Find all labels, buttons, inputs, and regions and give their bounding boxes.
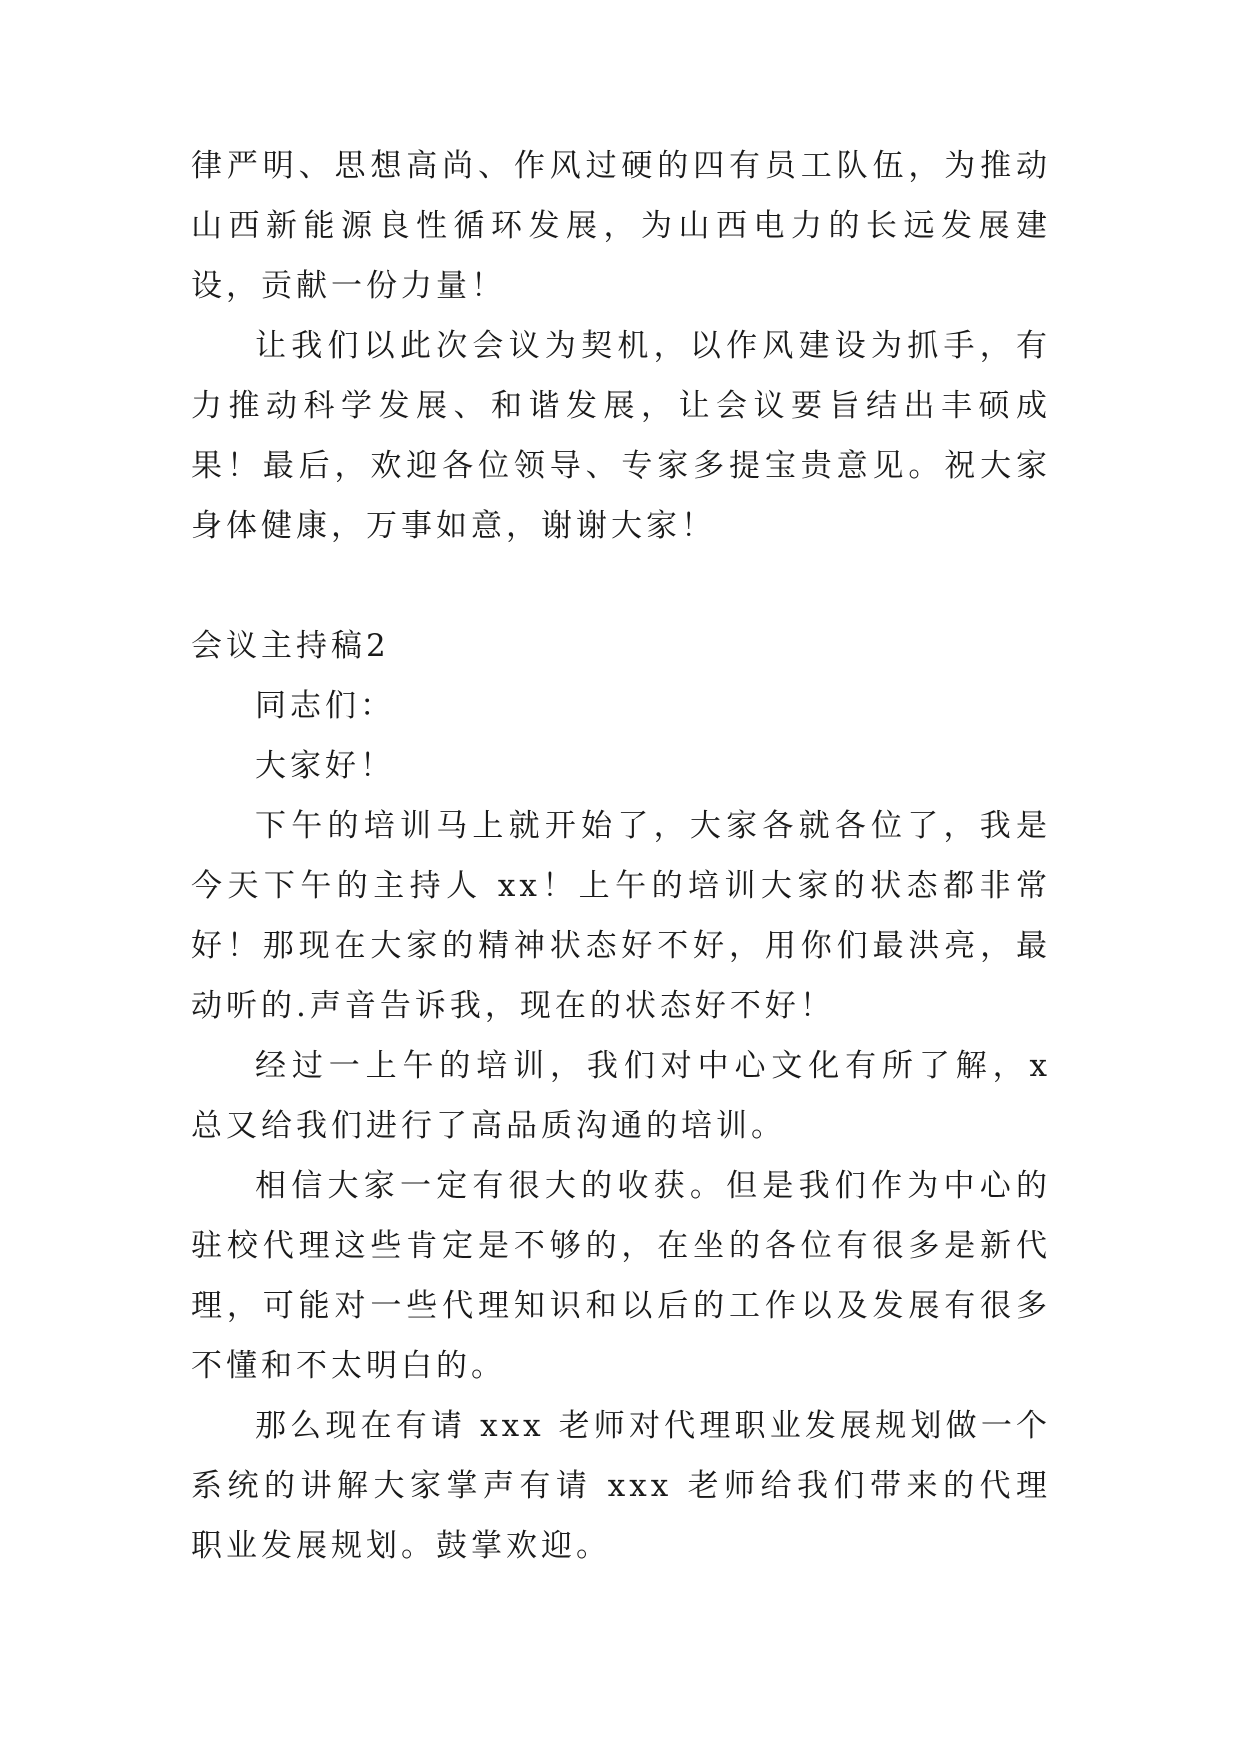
continuation-paragraph: 律严明、思想高尚、作风过硬的四有员工队伍，为推动山西新能源良性循环发展，为山西电力的长远发展建设，贡献一份力量！ <box>191 148 1051 304</box>
body-paragraph: 经过一上午的培训，我们对中心文化有所了解，x 总又给我们进行了高品质沟通的培训。 <box>191 1048 1051 1144</box>
section-title: 会议主持稿2 <box>191 628 390 664</box>
closing-paragraph: 让我们以此次会议为契机，以作风建设为抓手，有力推动科学发展、和谐发展，让会议要旨结出丰硕成果！最后，欢迎各位领导、专家多提宝贵意见。祝大家身体健康，万事如意，谢谢大家！ <box>191 328 1051 544</box>
salutation: 同志们： <box>255 688 395 724</box>
document-body <box>191 136 1051 1576</box>
section-spacer <box>191 556 1051 616</box>
body-paragraph: 相信大家一定有很大的收获。但是我们作为中心的驻校代理这些肯定是不够的，在坐的各位有很多是新代理，可能对一些代理知识和以后的工作以及发展有很多不懂和不太明白的。 <box>191 1168 1051 1384</box>
body-paragraph: 那么现在有请 xxx 老师对代理职业发展规划做一个系统的讲解大家掌声有请 xxx 老师给我们带来的代理职业发展规划。鼓掌欢迎。 <box>191 1408 1051 1564</box>
body-paragraph: 下午的培训马上就开始了，大家各就各位了，我是今天下午的主持人 xx！上午的培训大家的状态都非常好！那现在大家的精神状态好不好，用你们最洪亮，最动听的.声音告诉我，现在的状态好不好！ <box>191 808 1051 1024</box>
greeting: 大家好！ <box>255 748 395 784</box>
